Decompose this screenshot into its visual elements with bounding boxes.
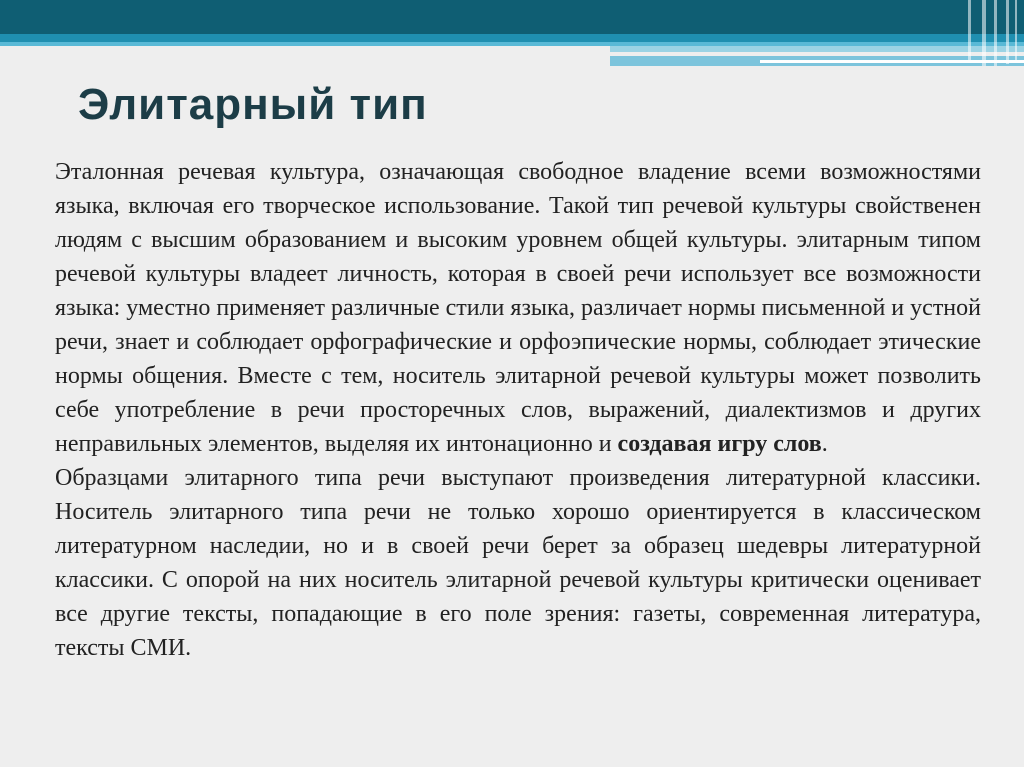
paragraph-2: Образцами элитарного типа речи выступают произведения литературной классики. Носитель элитарного типа речи не только хорошо ориентируется в классическом литературном наследии, но и в своей речи берет за образец шедевры литературной классики. С опорой на них носитель элитарной речевой культуры критически оценивает все другие тексты, попадающие в его поле зрения: газеты, современная литература, тексты СМИ.	[55, 465, 981, 661]
slide-body	[55, 155, 981, 665]
header-vertical-bar	[982, 0, 986, 66]
header-vertical-bar	[1015, 0, 1017, 60]
paragraph-1	[55, 155, 981, 461]
header-band-dark	[0, 0, 1024, 34]
paragraph-1-end: .	[821, 431, 828, 457]
paragraph-1-text: Эталонная речевая культура, означающая свободное владение всеми возможностями языка, включая его творческое использование. Такой тип речевой культуры свойственен людям с высшим образованием и высоким уровнем общей культуры. элитарным типом речевой культуры владеет личность, которая в своей речи использует все возможности языка: уместно применяет различные стили языка, различает нормы письменной и устной речи, знает и соблюдает орфографические и орфоэпические нормы, соблюдает этические нормы общения. Вместе с тем, носитель элитарной речевой культуры может позволить себе употребление в речи просторечных слов, выражений, диалектизмов и других неправильных элементов, выделяя их интонационно и	[55, 159, 981, 457]
header-vertical-bar	[1006, 0, 1009, 64]
header-stripe	[610, 46, 1024, 52]
header-band-teal	[0, 34, 1024, 42]
header-vertical-bar	[968, 0, 971, 60]
header-vertical-bar	[994, 0, 997, 66]
paragraph-1-bold-text: создавая игру слов	[617, 431, 822, 457]
slide-title: Элитарный тип	[78, 80, 428, 129]
